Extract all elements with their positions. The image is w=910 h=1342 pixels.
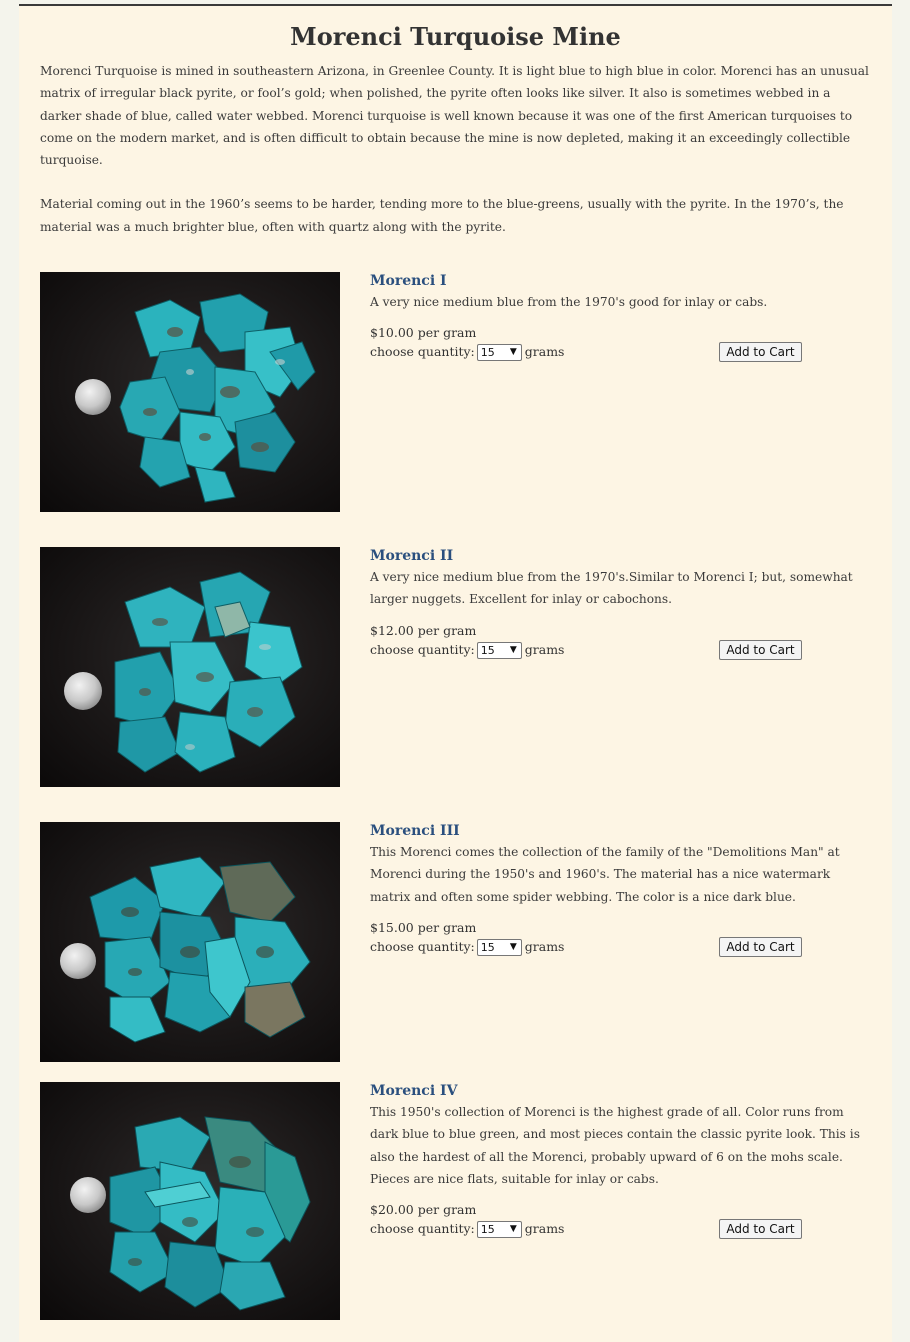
product-name[interactable]: Morenci III — [370, 823, 460, 839]
intro-text — [40, 60, 870, 260]
chevron-down-icon: ▼ — [509, 644, 517, 655]
product-info — [370, 822, 870, 959]
quantity-label: choose quantity: — [370, 1221, 475, 1237]
intro-paragraph-2: Material coming out in the 1960’s seems to be harder, tending more to the blue-greens, usually with the pyrite. In the 1970’s, the material was a much brighter blue, often with quartz along with the pyrite. — [40, 197, 844, 234]
quantity-row — [370, 640, 870, 662]
product-price: $12.00 — [370, 622, 414, 638]
quantity-label: choose quantity: — [370, 938, 475, 954]
product-photo[interactable] — [40, 272, 340, 512]
quantity-unit: grams — [524, 1221, 565, 1237]
price-row — [370, 622, 870, 640]
quantity-row — [370, 342, 870, 364]
product-description: This Morenci comes the collection of the family of the "Demolitions Man" at Morenci during the 1950's and 1960's. The material has a nice watermark matrix and often some spider webbing. The color is a nice dark blue. — [370, 845, 840, 904]
product-photo[interactable] — [40, 547, 340, 787]
chevron-down-icon: ▼ — [509, 347, 517, 358]
turquoise-nuggets-image — [40, 822, 340, 1062]
turquoise-nuggets-image — [40, 1082, 340, 1320]
add-to-cart-button[interactable]: Add to Cart — [719, 1219, 802, 1239]
add-to-cart-button[interactable]: Add to Cart — [719, 640, 802, 660]
price-row — [370, 1201, 870, 1219]
turquoise-nuggets-image — [40, 547, 340, 787]
add-to-cart-button[interactable]: Add to Cart — [719, 342, 802, 362]
quantity-label: choose quantity: — [370, 641, 475, 657]
product-description: This 1950's collection of Morenci is the highest grade of all. Color runs from dark blue to blue green, and most pieces contain the classic pyrite look. This is also the hardest of all the Morenci, probably upward of 6 on the mohs scale. Pieces are nice flats, suitable for inlay or cabs. — [370, 1105, 860, 1186]
quantity-value: 15 — [480, 643, 495, 657]
price-unit: per gram — [417, 325, 477, 341]
product-info — [370, 547, 870, 662]
quantity-unit: grams — [524, 938, 565, 954]
product-name[interactable]: Morenci I — [370, 273, 447, 289]
quantity-select[interactable] — [477, 939, 522, 956]
quantity-value: 15 — [480, 940, 495, 954]
price-unit: per gram — [417, 1202, 477, 1218]
product-name[interactable]: Morenci II — [370, 548, 454, 564]
product-price: $15.00 — [370, 919, 414, 935]
turquoise-nuggets-image — [40, 272, 340, 512]
quantity-select[interactable] — [477, 344, 522, 361]
quantity-select[interactable] — [477, 642, 522, 659]
chevron-down-icon: ▼ — [509, 941, 517, 952]
product-photo[interactable] — [40, 822, 340, 1062]
product-info — [370, 1082, 870, 1241]
price-unit: per gram — [417, 919, 477, 935]
price-unit: per gram — [417, 622, 477, 638]
product-price: $10.00 — [370, 325, 414, 341]
quantity-select[interactable] — [477, 1221, 522, 1238]
quantity-unit: grams — [524, 344, 565, 360]
product-info — [370, 272, 870, 364]
add-to-cart-button[interactable]: Add to Cart — [719, 937, 802, 957]
price-row — [370, 919, 870, 937]
intro-paragraph-1: Morenci Turquoise is mined in southeastern Arizona, in Greenlee County. It is light blue to high blue in color. Morenci has an unusual matrix of irregular black pyrite, or fool’s gold; when polished, the pyrite often looks like silver. It also is sometimes webbed in a darker shade of blue, called water webbed. Morenci turquoise is well known because it was one of the first American turquoises to come on the modern market, and is often difficult to obtain because the mine is now depleted, making it an exceedingly collectible turquoise. — [40, 64, 869, 168]
product-description: A very nice medium blue from the 1970's good for inlay or cabs. — [370, 295, 768, 309]
chevron-down-icon: ▼ — [509, 1224, 517, 1235]
product-description: A very nice medium blue from the 1970's.Similar to Morenci I; but, somewhat larger nuggets. Excellent for inlay or cabochons. — [370, 570, 853, 607]
quantity-unit: grams — [524, 641, 565, 657]
quantity-label: choose quantity: — [370, 344, 475, 360]
product-photo[interactable] — [40, 1082, 340, 1320]
quantity-value: 15 — [480, 1223, 495, 1237]
page-container — [19, 4, 892, 1342]
quantity-value: 15 — [480, 346, 495, 360]
quantity-row — [370, 937, 870, 959]
product-price: $20.00 — [370, 1202, 414, 1218]
quantity-row — [370, 1219, 870, 1241]
page-title: Morenci Turquoise Mine — [290, 22, 621, 51]
price-row — [370, 324, 870, 342]
product-name[interactable]: Morenci IV — [370, 1083, 458, 1099]
